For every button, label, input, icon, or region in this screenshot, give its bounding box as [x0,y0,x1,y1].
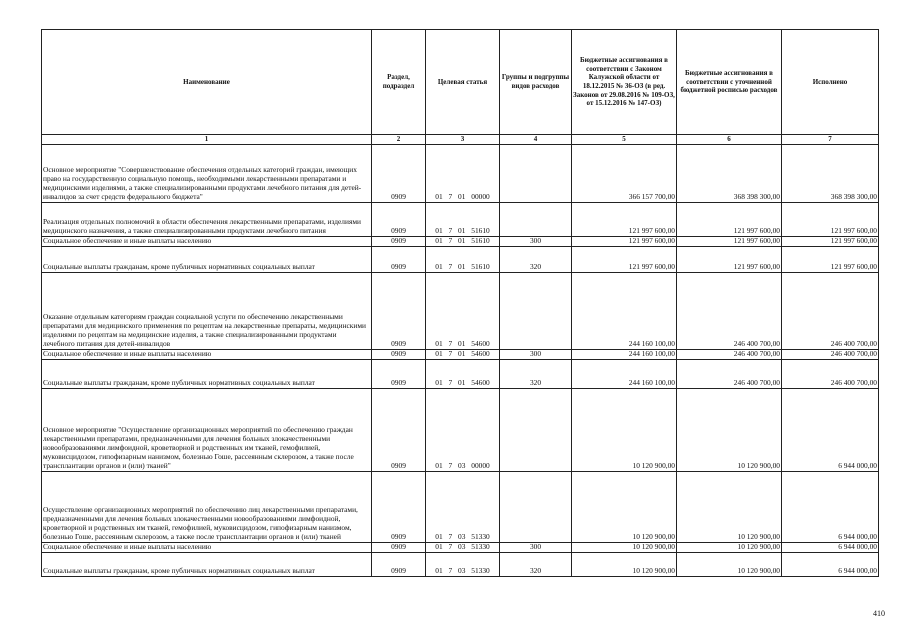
table-body [42,145,879,577]
section-code: 0909 [372,472,426,543]
amount-law: 366 157 700,00 [572,145,677,203]
target-code: 01 7 01 51610 [426,247,500,273]
amount-plan: 121 997 600,00 [677,247,782,273]
table-row [42,543,879,553]
row-name: Социальные выплаты гражданам, кроме публичных нормативных социальных выплат [42,553,372,577]
row-name: Оказание отдельным категориям граждан социальной услуги по обеспечению лекарственными препаратами для медицинского применения по рецептам на лекарственные препараты, медицинскими изделиями по рецептам на медицинские изделия, а также специализированными продуктами лечебного питания для детей-инвалидов [42,273,372,350]
amount-law: 244 160 100,00 [572,273,677,350]
amount-law: 244 160 100,00 [572,350,677,360]
target-code: 01 7 03 00000 [426,389,500,472]
section-code: 0909 [372,360,426,389]
column-number: 3 [426,135,500,145]
amount-executed: 246 400 700,00 [782,350,879,360]
page-number: 410 [873,609,885,618]
row-name: Социальное обеспечение и иные выплаты населению [42,237,372,247]
expense-group-code [500,389,572,472]
column-number: 2 [372,135,426,145]
row-name: Основное мероприятие "Осуществление организационных мероприятий по обеспечению граждан лекарственными препаратами, предназначенными для лечения больных злокачественными новообразованиями лимфоидной, кроветворной и родственных им тканей, гемофилией, муковисцидозом, гипофизарным нанизмом, болезнью Гоше, рассеянным склерозом, а также после трансплантации органов и (или) тканей" [42,389,372,472]
amount-law: 121 997 600,00 [572,203,677,237]
amount-executed: 246 400 700,00 [782,273,879,350]
table-row [42,472,879,543]
column-header-done: Исполнено [782,30,879,135]
row-name: Социальное обеспечение и иные выплаты населению [42,543,372,553]
column-header-section: Раздел, подраздел [372,30,426,135]
amount-plan: 10 120 900,00 [677,389,782,472]
row-name: Социальные выплаты гражданам, кроме публичных нормативных социальных выплат [42,360,372,389]
expense-group-code: 300 [500,350,572,360]
column-header-group: Группы и подгруппы видов расходов [500,30,572,135]
expense-group-code [500,273,572,350]
section-code: 0909 [372,237,426,247]
column-number-row [42,135,879,145]
amount-executed: 6 944 000,00 [782,472,879,543]
column-number: 4 [500,135,572,145]
table-row [42,360,879,389]
expense-group-code: 300 [500,543,572,553]
row-name: Реализация отдельных полномочий в области обеспечения лекарственными препаратами, изделиями медицинского назначения, а также специализированными продуктами лечебного питания [42,203,372,237]
amount-executed: 246 400 700,00 [782,360,879,389]
amount-plan: 121 997 600,00 [677,203,782,237]
column-number: 5 [572,135,677,145]
table-row [42,145,879,203]
amount-plan: 10 120 900,00 [677,553,782,577]
section-code: 0909 [372,543,426,553]
amount-law: 244 160 100,00 [572,360,677,389]
amount-plan: 10 120 900,00 [677,543,782,553]
column-number: 7 [782,135,879,145]
amount-plan: 246 400 700,00 [677,360,782,389]
column-number: 1 [42,135,372,145]
row-name: Социальное обеспечение и иные выплаты населению [42,350,372,360]
target-code: 01 7 01 54600 [426,273,500,350]
budget-table [41,29,879,577]
expense-group-code: 320 [500,360,572,389]
expense-group-code [500,472,572,543]
target-code: 01 7 03 51330 [426,472,500,543]
column-header-plan: Бюджетные ассигнования в соответствии с уточненной бюджетной росписью расходов [677,30,782,135]
table-row [42,389,879,472]
amount-law: 10 120 900,00 [572,553,677,577]
row-name: Социальные выплаты гражданам, кроме публичных нормативных социальных выплат [42,247,372,273]
section-code: 0909 [372,273,426,350]
column-number: 6 [677,135,782,145]
row-name: Основное мероприятие "Совершенствование обеспечения отдельных категорий граждан, имеющих право на государственную социальную помощь, необходимыми лекарственными препаратами и медицинскими изделиями, а также специализированными продуктами лечебного питания для детей-инвалидов за счет средств федерального бюджета" [42,145,372,203]
section-code: 0909 [372,350,426,360]
amount-law: 121 997 600,00 [572,237,677,247]
amount-law: 10 120 900,00 [572,389,677,472]
table-row [42,247,879,273]
amount-plan: 121 997 600,00 [677,237,782,247]
amount-executed: 368 398 300,00 [782,145,879,203]
amount-plan: 10 120 900,00 [677,472,782,543]
expense-group-code: 320 [500,247,572,273]
row-name: Осуществление организационных мероприятий по обеспечению лиц лекарственными препаратами, предназначенными для лечения больных злокачественными новообразованиями лимфоидной, кроветворной и родственных им тканей, гемофилией, муковисцидозом, гипофизарным нанизмом, болезнью Гоше, рассеянным склерозом, а также после трансплантации органов и (или) тканей [42,472,372,543]
expense-group-code: 300 [500,237,572,247]
target-code: 01 7 01 54600 [426,360,500,389]
table-row [42,273,879,350]
amount-plan: 368 398 300,00 [677,145,782,203]
column-header-law: Бюджетные ассигнования в соответствии с Законом Калужской области от 18.12.2015 № 36-ОЗ (в ред. Законов от 29.08.2016 № 109-ОЗ, от 15.12.2016 № 147-ОЗ) [572,30,677,135]
amount-executed: 121 997 600,00 [782,237,879,247]
amount-executed: 6 944 000,00 [782,389,879,472]
amount-executed: 6 944 000,00 [782,553,879,577]
target-code: 01 7 01 51610 [426,203,500,237]
expense-group-code: 320 [500,553,572,577]
target-code: 01 7 03 51330 [426,543,500,553]
table-row [42,237,879,247]
section-code: 0909 [372,553,426,577]
amount-law: 121 997 600,00 [572,247,677,273]
section-code: 0909 [372,247,426,273]
expense-group-code [500,145,572,203]
section-code: 0909 [372,203,426,237]
header-row [42,30,879,135]
target-code: 01 7 03 51330 [426,553,500,577]
expense-group-code [500,203,572,237]
amount-executed: 121 997 600,00 [782,203,879,237]
amount-plan: 246 400 700,00 [677,273,782,350]
amount-executed: 6 944 000,00 [782,543,879,553]
amount-executed: 121 997 600,00 [782,247,879,273]
column-header-name: Наименование [42,30,372,135]
target-code: 01 7 01 54600 [426,350,500,360]
amount-law: 10 120 900,00 [572,472,677,543]
amount-law: 10 120 900,00 [572,543,677,553]
target-code: 01 7 01 51610 [426,237,500,247]
table-row [42,203,879,237]
target-code: 01 7 01 00000 [426,145,500,203]
table-row [42,350,879,360]
section-code: 0909 [372,389,426,472]
column-header-target: Целевая статья [426,30,500,135]
section-code: 0909 [372,145,426,203]
table-row [42,553,879,577]
amount-plan: 246 400 700,00 [677,350,782,360]
